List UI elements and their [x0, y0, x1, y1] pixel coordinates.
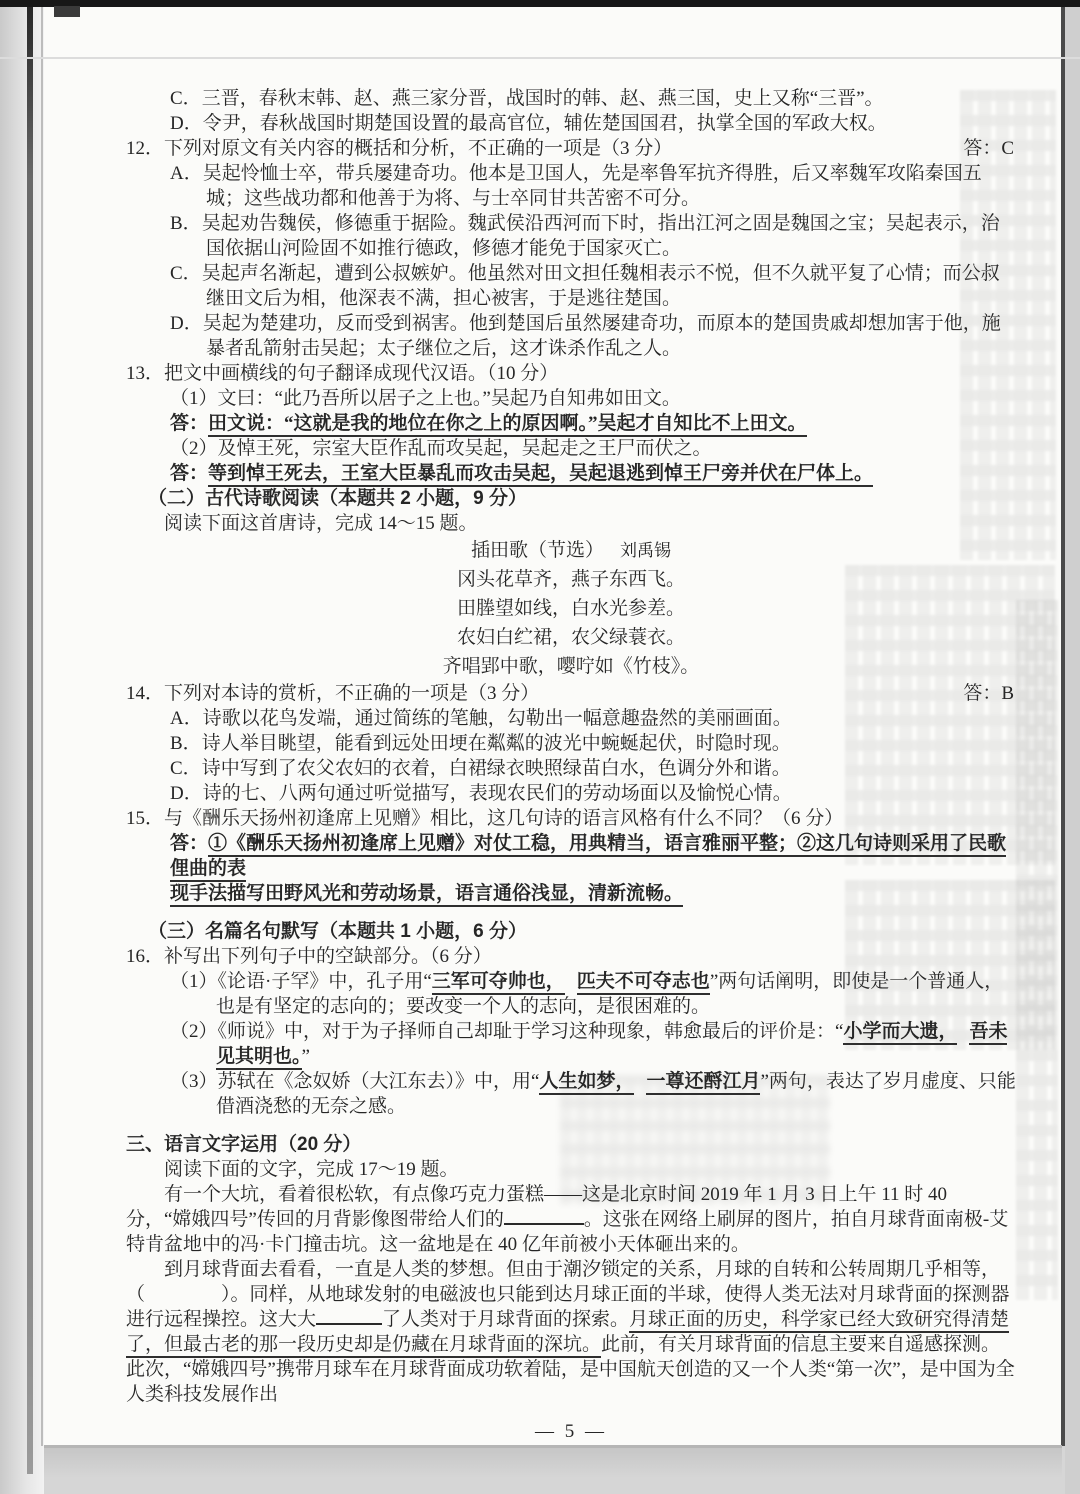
q15-stem	[126, 806, 1016, 831]
q15-answer-line-1	[170, 831, 1016, 881]
item-label: （2）	[170, 1021, 218, 1042]
spacer	[126, 1119, 1016, 1132]
fill-in-blank	[316, 1323, 382, 1325]
dictation-answer: 小学而大遗，	[843, 1021, 957, 1045]
option-text: 诗人举目眺望，能看到远处田埂在粼粼的波光中蜿蜒起伏，时隐时现。	[201, 733, 791, 754]
item-label: （1）	[170, 971, 218, 992]
dictation-answer: 也。	[273, 1046, 302, 1070]
option-text: 三晋，春秋末韩、赵、燕三家分晋，战国时的韩、赵、燕三国，史上又称“三晋”。	[201, 88, 884, 109]
paragraph-text: 此前，有关月球背面的信息主要来自遥感探测。此次，“嫦娥四号”携带月球车在月球背面成功软着陆，是中国航天创造的又一个人类“第一次”，是中国为全人类科技发展作出	[126, 1334, 1015, 1405]
scan-fold-line	[0, 57, 1080, 59]
answer-label: 答：	[170, 463, 209, 484]
q16-stem	[126, 944, 1016, 969]
item-text: ”两句话阐明，即使是一个普通人，也是有坚定的志向的；要改变一个人的志向，是很困难的。	[216, 971, 1004, 1017]
option-label: B．	[170, 733, 202, 754]
handwritten-answer: 现手法描写田野风光和劳动场景，语言通俗浅显，清新流畅。	[170, 883, 683, 907]
q11-option-c	[170, 86, 1016, 111]
item-label: （3）	[170, 1071, 218, 1092]
option-text: 吴起声名渐起，遭到公叔嫉妒。他虽然对田文担任魏相表示不悦，但不久就平复了心情；而公叔继田文后为相，他深表不满，担心被害，于是逃往楚国。	[201, 263, 1000, 309]
handwritten-answer: 等到悼王死去，王室大臣暴乱而攻击吴起，吴起退逃到悼王尸旁并伏在尸体上。	[208, 463, 873, 487]
poem-line	[126, 594, 1016, 623]
scan-top-edge-bar	[0, 0, 1080, 7]
dictation-answer: 一尊还酹江月	[646, 1071, 760, 1095]
q15-answer-line-2	[170, 881, 1016, 906]
sentence-text: （2）及悼王死，宗室大臣作乱而攻吴起，吴起走之王尸而伏之。	[170, 438, 712, 459]
option-text: 吴起劝告魏侯，修德重于据险。魏武侯沿西河而下时，指出江河之固是魏国之宝；吴起表示，治国依据山河险固不如推行德政，修德才能免于国家灭亡。	[201, 213, 1000, 259]
scan-right-edge-line	[1061, 6, 1065, 1446]
item-text: 《师说》中，对于为子择师自己却耻于学习这种现象，韩愈最后的评价是：“	[217, 1021, 844, 1042]
paragraph-text: 有一个大坑，看着很松软，有点像巧克力蛋糕——这是北京时间 2019 年 1 月 3 日上午 11 时 40 分，“嫦娥四号”传回的月背影像图带给人们的	[126, 1184, 948, 1230]
paragraph-text: 了人类对于月球背面的探索。	[382, 1309, 630, 1330]
page-number-text: — 5 —	[535, 1421, 607, 1442]
poem-line	[126, 652, 1016, 681]
scan-bottom-shadow	[44, 1448, 1062, 1478]
item-text: 苏轼在《念奴娇（大江东去）》中，用“	[217, 1071, 540, 1092]
section-iii-heading	[126, 1132, 1016, 1157]
fill-in-blank	[504, 1223, 584, 1225]
item-text: 《论语·子罕》中，孔子用“	[217, 971, 432, 992]
option-label: D．	[170, 313, 203, 334]
option-text: 吴起怜恤士卒，带兵屡建奇功。他本是卫国人，先是率鲁军抗齐得胜，后又率魏军攻陷秦国五城；这些战功都和他善于为将、与士卒同甘共苦密不可分。	[202, 163, 982, 209]
question-stem-text: 15．与《酬乐天扬州初逢席上见赠》相比，这几句诗的语言风格有什么不同？（6 分）	[126, 808, 844, 829]
question-stem-text: 14．下列对本诗的赏析，不正确的一项是（3 分）	[126, 683, 540, 704]
poem-author: 刘禹锡	[620, 541, 671, 560]
q11-option-d	[170, 111, 1016, 136]
scan-right-background	[1065, 6, 1080, 1494]
paragraph-text: 。这张在网络上刷屏的图片，拍自月球背面南极-艾特肯盆地中的冯·卡门撞击坑。这一盆地是在 40 亿年前被小天体砸出来的。	[126, 1209, 1009, 1255]
answer-label: 答：	[170, 833, 209, 854]
option-label: A．	[170, 163, 203, 184]
heading-text: （二）古代诗歌阅读（本题共 2 小题，9 分）	[148, 488, 527, 509]
q14-option-d	[170, 781, 1016, 806]
q16-item-1	[170, 969, 1016, 1019]
poem-verse: 冈头花草齐，燕子东西飞。	[456, 569, 685, 590]
heading-text: 三、语言文字运用（20 分）	[126, 1134, 362, 1155]
question-stem-text: 12．下列对原文有关内容的概括和分析，不正确的一项是（3 分）	[126, 138, 673, 159]
q12-option-d	[170, 311, 1016, 361]
spacer	[126, 906, 1016, 919]
q12-answer-key: 答：C	[963, 138, 1014, 159]
page-number	[126, 1419, 1016, 1444]
q12-option-c	[170, 261, 1016, 311]
poem-title-line	[126, 536, 1016, 565]
underlined-passage-text: 月球正面的历史，科学家已经大致研究得清楚了，但最古老的那一段历史却是仍藏在月球背面的深坑。	[126, 1309, 1009, 1358]
q13-sentence-2	[170, 436, 1016, 461]
option-label: D．	[170, 113, 203, 134]
intro-text: 阅读下面这首唐诗，完成 14～15 题。	[164, 513, 478, 534]
option-label: D．	[170, 783, 203, 804]
item-text: ”	[301, 1046, 310, 1067]
option-text: 诗中写到了农父农妇的衣着，白裙绿衣映照绿苗白水，色调分外和谐。	[201, 758, 791, 779]
option-text: 诗歌以花鸟发端，通过简练的笔触，勾勒出一幅意趣盎然的美丽画面。	[202, 708, 792, 729]
section-2-heading	[148, 486, 1016, 511]
poem-line	[126, 565, 1016, 594]
q12-option-a	[170, 161, 1016, 211]
section-3-heading	[148, 919, 1016, 944]
sentence-text: （1）文曰：“此乃吾所以居子之上也。”吴起乃自知弗如田文。	[170, 388, 681, 409]
scan-left-edge-line-faint	[41, 6, 43, 1446]
poem-verse: 齐唱郢中歌，嘤咛如《竹枝》。	[442, 656, 700, 677]
dictation-answer: 人生如梦，	[539, 1071, 634, 1095]
option-label: B．	[170, 213, 202, 234]
scan-left-background	[0, 0, 44, 1494]
dictation-answer: 匹夫不可夺志也	[577, 971, 710, 995]
option-label: C．	[170, 263, 202, 284]
passage-paragraph-2	[126, 1257, 1016, 1407]
exam-page-content	[126, 86, 1016, 1444]
q16-item-2	[170, 1019, 1016, 1069]
option-text: 令尹，春秋战国时期楚国设置的最高官位，辅佐楚国国君，执掌全国的军政大权。	[202, 113, 887, 134]
q14-option-b	[170, 731, 1016, 756]
poem-block	[126, 536, 1016, 681]
option-text: 诗的七、八两句通过听觉描写，表现农民们的劳动场面以及愉悦心情。	[202, 783, 792, 804]
section-2-intro	[126, 511, 1016, 536]
q12-stem	[126, 136, 1016, 161]
question-stem-text: 13．把文中画横线的句子翻译成现代汉语。（10 分）	[126, 363, 559, 384]
q14-option-c	[170, 756, 1016, 781]
answer-label: 答：	[170, 413, 209, 434]
poem-verse: 田塍望如线，白水光参差。	[456, 598, 685, 619]
question-stem-text: 16．补写出下列句子中的空缺部分。（6 分）	[126, 946, 492, 967]
poem-line	[126, 623, 1016, 652]
q13-stem	[126, 361, 1016, 386]
option-label: A．	[170, 708, 203, 729]
passage-paragraph-1	[126, 1182, 1016, 1257]
q14-option-a	[170, 706, 1016, 731]
dictation-answer: 三军可夺帅也，	[432, 971, 565, 995]
item-text: ”两句，表达了岁月虚度、只能借酒浇愁的无奈之感。	[216, 1071, 1016, 1117]
scan-left-edge-line	[27, 6, 33, 1474]
option-label: C．	[170, 758, 202, 779]
poem-title: 插田歌（节选）	[470, 540, 604, 561]
q13-sentence-1	[170, 386, 1016, 411]
paragraph-text: 到月球背面去看看，一直是人类的梦想。但由于潮汐锁定的关系，月球的自转和公转周期几乎相等，（ ）。同样，从地球发射的电磁波也只能到达月球正面的半球，使得人类无法对月球背面的探测器进行远程操控。这大大	[126, 1259, 1010, 1330]
q13-answer-1	[170, 411, 1016, 436]
option-text: 吴起为楚建功，反而受到祸害。他到楚国后虽然屡建奇功，而原本的楚国贵戚却想加害于他，施暴者乱箭射击吴起；太子继位之后，这才诛杀作乱之人。	[202, 313, 1001, 359]
poem-verse: 农妇白纻裙，农父绿蓑衣。	[456, 627, 685, 648]
heading-text: （三）名篇名句默写（本题共 1 小题，6 分）	[148, 921, 527, 942]
option-label: C．	[170, 88, 202, 109]
q13-answer-2	[170, 461, 1016, 486]
q16-item-3	[170, 1069, 1016, 1119]
q14-stem	[126, 681, 1016, 706]
intro-text: 阅读下面的文字，完成 17～19 题。	[164, 1159, 459, 1180]
section-iii-intro	[126, 1157, 1016, 1182]
dictation-answer: 吾未见其明	[216, 1021, 1007, 1070]
scan-top-notch	[54, 6, 80, 17]
q14-answer-key: 答：B	[963, 683, 1014, 704]
handwritten-answer: 田文说：“这就是我的地位在你之上的原因啊。”吴起才自知比不上田文。	[208, 413, 807, 437]
handwritten-answer: ①《酬乐天扬州初逢席上见赠》对仗工稳，用典精当，语言雅丽平整；②这几句诗则采用了民歌俚曲的表	[170, 833, 1006, 882]
q12-option-b	[170, 211, 1016, 261]
